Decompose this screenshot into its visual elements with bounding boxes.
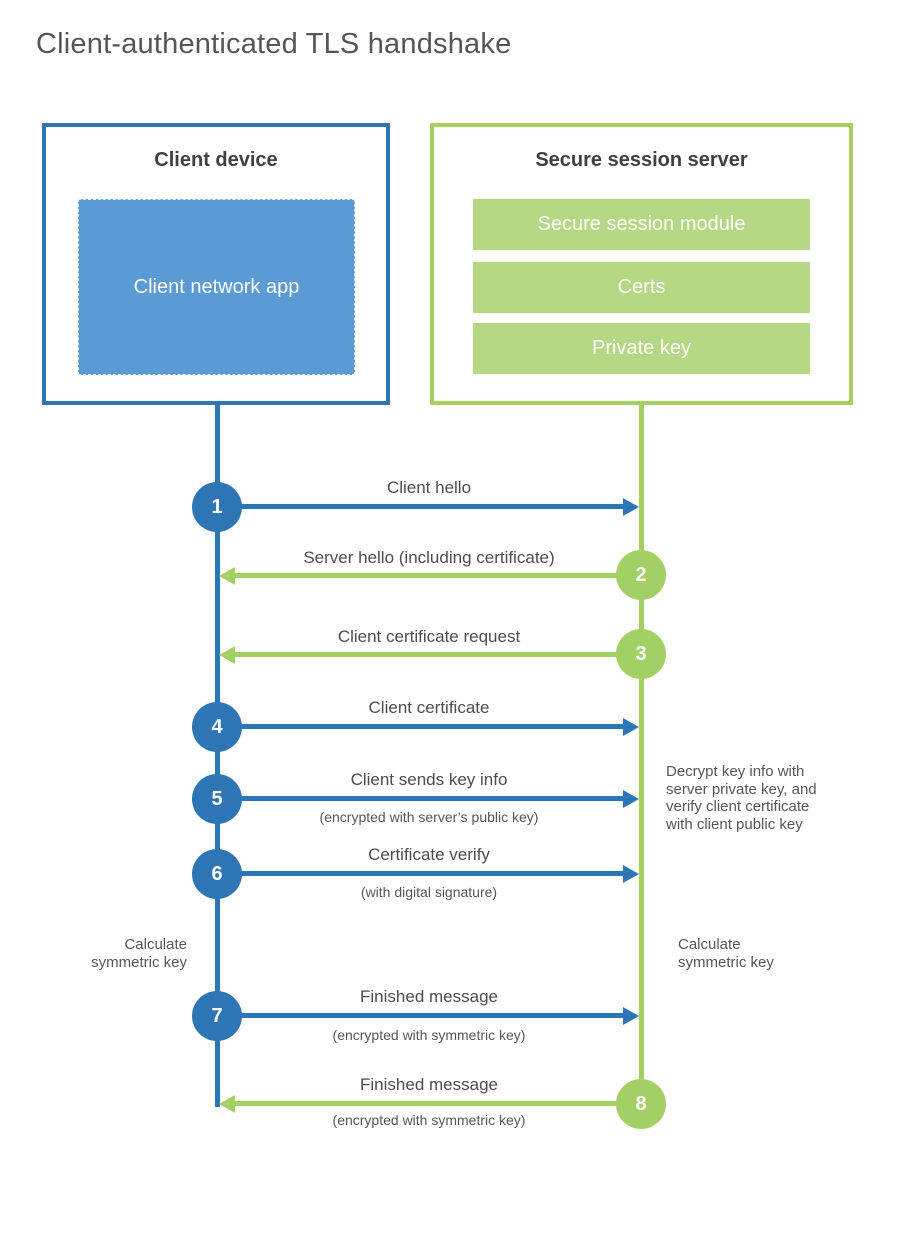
step-circle: 2	[616, 550, 666, 600]
message-sublabel: (with digital signature)	[360, 884, 498, 900]
message-sublabel: (encrypted with server’s public key)	[319, 809, 539, 825]
step-circle: 6	[192, 849, 242, 899]
server-certs-bar	[473, 262, 810, 313]
arrow-server-to-client	[234, 573, 626, 578]
message-sublabel: (encrypted with symmetric key)	[332, 1027, 526, 1043]
step-circle: 8	[616, 1079, 666, 1129]
server-decrypt-note: Decrypt key info with server private key, and verify client certificate with client public key	[666, 763, 817, 833]
message-label: Finished message	[360, 1075, 498, 1094]
arrow-client-to-server	[217, 1013, 624, 1018]
server-module-label: Secure session module	[537, 213, 746, 235]
server-module-bar	[473, 199, 810, 250]
client-calculate-key-note: Calculate symmetric key	[91, 936, 187, 971]
message-label: Client certificate	[368, 698, 490, 717]
message-label: Finished message	[360, 987, 498, 1006]
arrow-server-to-client	[234, 1101, 626, 1106]
secure-session-server-title: Secure session server	[535, 149, 748, 171]
step-circle: 3	[616, 629, 666, 679]
arrow-client-to-server	[217, 504, 624, 509]
server-private-key-label: Private key	[592, 337, 691, 359]
message-label: Server hello (including certificate)	[303, 548, 555, 567]
step-circle: 1	[192, 482, 242, 532]
arrow-client-to-server	[217, 724, 624, 729]
step-circle: 5	[192, 774, 242, 824]
arrow-server-to-client	[234, 652, 626, 657]
arrowhead-right-icon	[623, 790, 639, 808]
step-circle: 4	[192, 702, 242, 752]
arrow-client-to-server	[217, 871, 624, 876]
arrow-client-to-server	[217, 796, 624, 801]
message-label: Certificate verify	[368, 845, 490, 864]
arrowhead-left-icon	[219, 646, 235, 664]
server-private-key-bar	[473, 323, 810, 374]
message-label: Client hello	[386, 478, 472, 497]
arrowhead-right-icon	[623, 498, 639, 516]
arrowhead-right-icon	[623, 718, 639, 736]
step-circle: 7	[192, 991, 242, 1041]
page-title: Client-authenticated TLS handshake	[36, 28, 512, 60]
server-calculate-key-note: Calculate symmetric key	[678, 936, 774, 971]
arrowhead-right-icon	[623, 1007, 639, 1025]
client-network-app-box	[78, 199, 355, 375]
arrowhead-left-icon	[219, 1095, 235, 1113]
message-label: Client sends key info	[350, 770, 508, 789]
server-certs-label: Certs	[617, 276, 666, 298]
message-sublabel: (encrypted with symmetric key)	[332, 1112, 526, 1128]
arrowhead-left-icon	[219, 567, 235, 585]
message-label: Client certificate request	[337, 627, 521, 646]
client-device-title: Client device	[154, 149, 278, 171]
arrowhead-right-icon	[623, 865, 639, 883]
client-network-app-label: Client network app	[133, 275, 300, 298]
